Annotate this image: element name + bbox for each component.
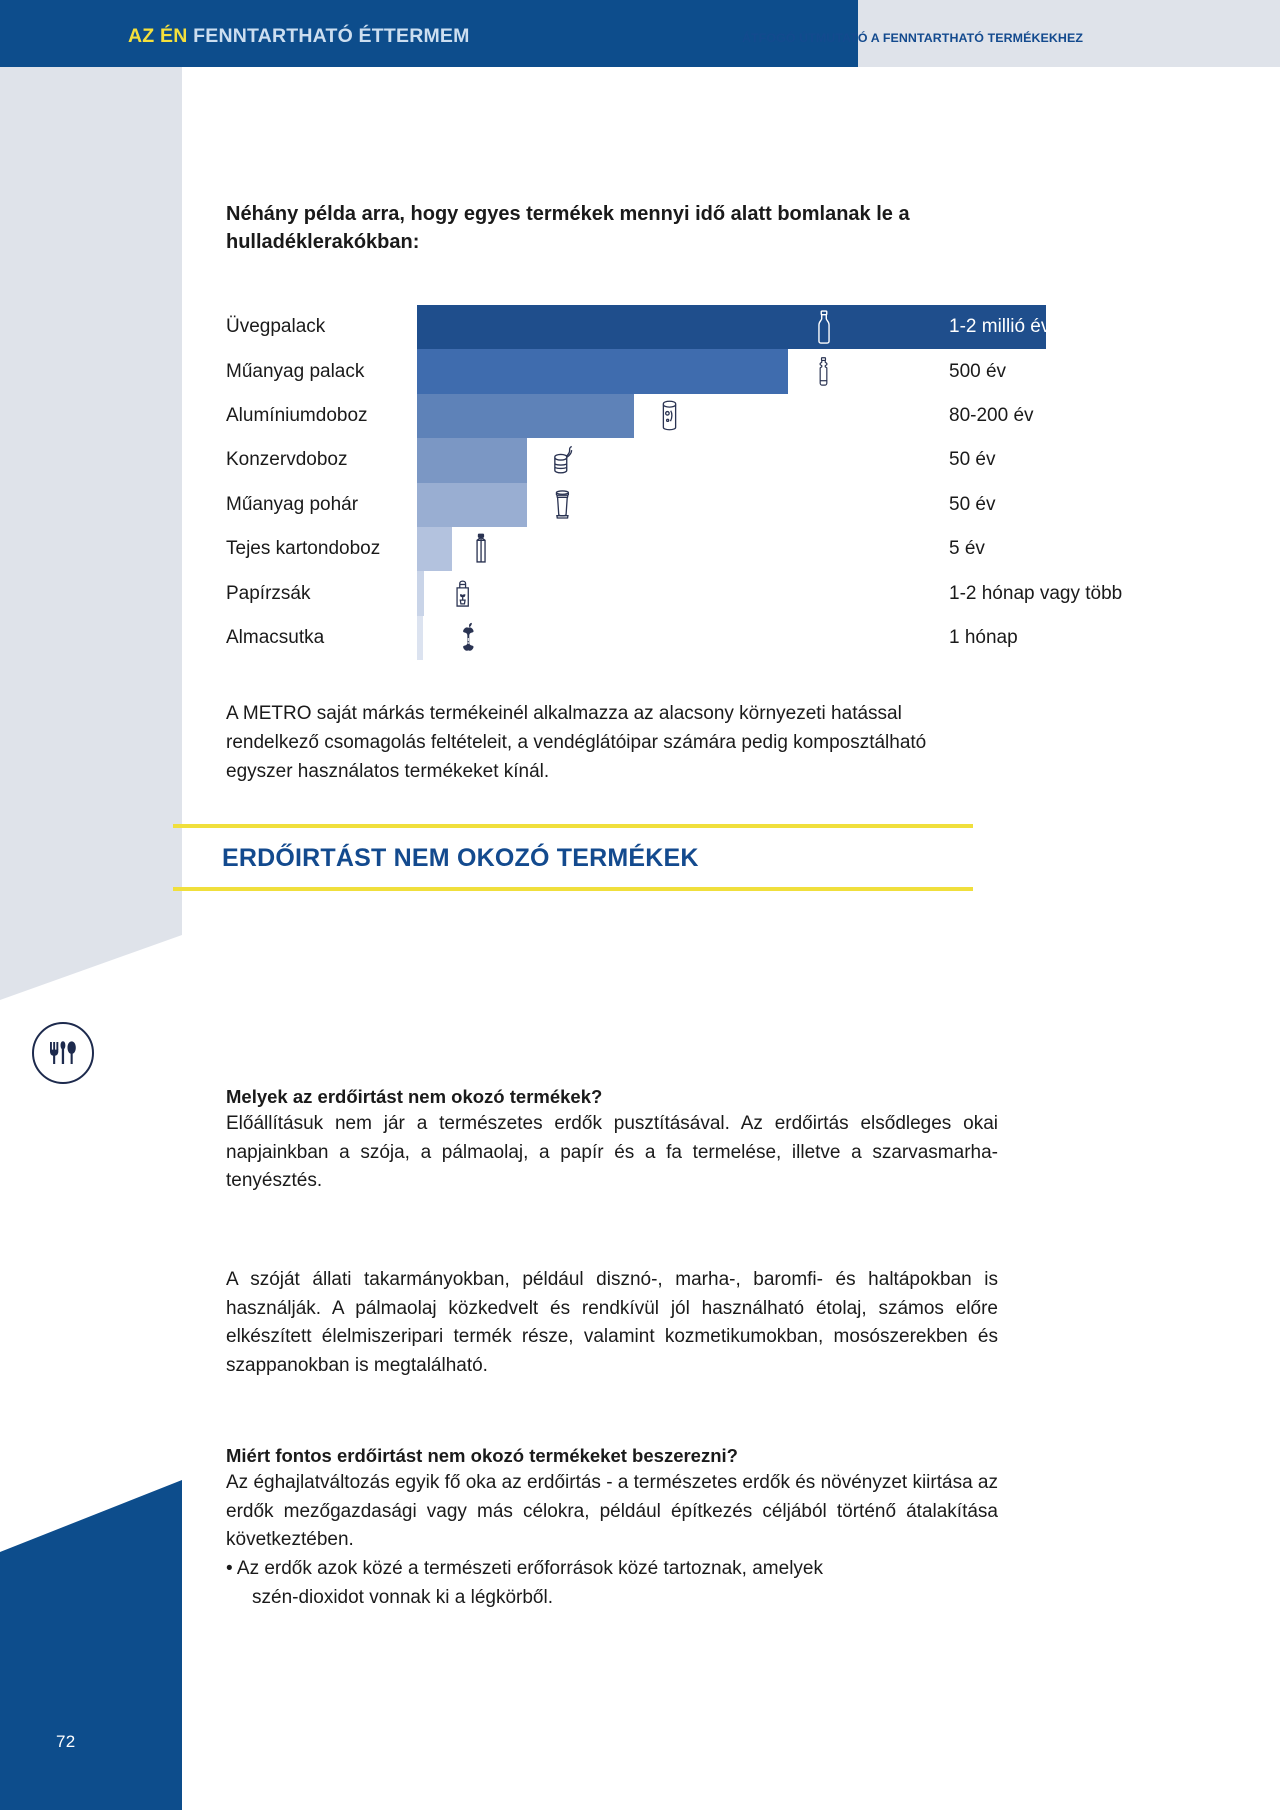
header-title-accent: AZ ÉN bbox=[128, 25, 188, 47]
block-body: Előállításuk nem jár a természetes erdők pusztításával. Az erdőirtás elsődleges okai napjainkban a szója, a pálmaolaj, a papír és a fa termelése, illetve a szarvasmarha-tenyésztés. bbox=[226, 1113, 998, 1192]
chart-row-track bbox=[417, 349, 1046, 393]
chart-row-label: Almacsutka bbox=[226, 626, 325, 648]
block-what-are-deforestation-free bbox=[226, 1086, 998, 1196]
bullet-marker: • bbox=[226, 1558, 233, 1580]
decomposition-bar-chart bbox=[226, 305, 1123, 660]
block-body: A szóját állati takarmányokban, például disznó-, marha-, baromfi- és haltápokban is használják. A pálmaolaj közkedvelt és rendkívül jól használható étolaj, számos előre elkészített élelmiszeripari termék része, valamint kozmetikumokban, mosószerekben és szappanokban is megtalálható. bbox=[226, 1269, 998, 1377]
left-decorative-column bbox=[0, 0, 182, 1810]
chart-row-label: Üvegpalack bbox=[226, 316, 326, 338]
paper-bag-icon bbox=[445, 574, 479, 614]
left-gradient-panel bbox=[0, 0, 182, 1000]
chart-row-label: Alumíniumdoboz bbox=[226, 404, 368, 426]
chart-bar bbox=[417, 349, 788, 393]
chart-row-label: Papírzsák bbox=[226, 582, 311, 604]
glass-bottle-icon bbox=[807, 307, 841, 347]
chart-value-label: 1 hónap bbox=[949, 626, 1018, 648]
bullet-line-2: szén-dioxidot vonnak ki a légkörből. bbox=[252, 1586, 554, 1608]
chart-row-track bbox=[417, 527, 1046, 571]
section-rule-bottom bbox=[173, 887, 973, 891]
chart-value-label: 500 év bbox=[949, 360, 1007, 382]
chart-bar bbox=[417, 527, 452, 571]
chart-value-label: 1-2 millió év bbox=[949, 316, 1051, 338]
chart-bar bbox=[417, 571, 424, 615]
page-number: 72 bbox=[56, 1732, 76, 1751]
chart-row bbox=[226, 527, 1046, 571]
apple-core-icon bbox=[452, 618, 486, 658]
chart-row bbox=[226, 349, 1046, 393]
chart-row-track bbox=[417, 483, 1046, 527]
block-heading: Melyek az erdőirtást nem okozó termékek? bbox=[226, 1086, 603, 1107]
page-header bbox=[0, 0, 1280, 67]
header-title-main: FENNTARTHATÓ ÉTTERMEM bbox=[193, 25, 470, 47]
chart-row-label: Műanyag pohár bbox=[226, 493, 359, 515]
chart-row bbox=[226, 483, 1046, 527]
chart-row-track bbox=[417, 438, 1046, 482]
bullet-line-1: Az erdők azok közé a természeti erőforrások közé tartoznak, amelyek bbox=[236, 1558, 823, 1580]
chart-bar bbox=[417, 438, 527, 482]
chart-row bbox=[226, 571, 1123, 615]
chart-row bbox=[226, 394, 1046, 438]
chart-value-label: 50 év bbox=[949, 449, 996, 471]
chart-row-label: Konzervdoboz bbox=[226, 449, 348, 471]
milk-carton-icon bbox=[464, 529, 498, 569]
left-bottom-blue-wedge bbox=[0, 1480, 182, 1810]
chart-row bbox=[226, 438, 1046, 482]
chart-bar bbox=[417, 616, 423, 660]
tin-can-icon bbox=[546, 440, 580, 480]
list-item bbox=[226, 1555, 998, 1612]
block-heading: Miért fontos erdőirtást nem okozó termékeket beszerezni? bbox=[226, 1445, 738, 1466]
chart-row-track bbox=[417, 305, 1051, 349]
section-heading-block bbox=[173, 824, 973, 891]
chart-row bbox=[226, 616, 1046, 660]
chart-bar bbox=[417, 394, 634, 438]
cutlery-icon bbox=[32, 1022, 94, 1084]
chart-value-label: 80-200 év bbox=[949, 404, 1034, 426]
block-body: Az éghajlatváltozás egyik fő oka az erdőirtás - a természetes erdők és növényzet kiirtása az erdők mezőgazdasági vagy más célokra, például építkezés céljából történő átalakítása következtében. bbox=[226, 1472, 998, 1551]
header-title bbox=[128, 25, 470, 48]
metro-paragraph: A METRO saját márkás termékeinél alkalmazza az alacsony környezeti hatással rendelkező csomagolás feltételeit, a vendéglátóipar számára pedig komposztálható egyszer használatos termékeket kínál. bbox=[226, 703, 927, 782]
chart-value-label: 50 év bbox=[949, 493, 996, 515]
section-title: ERDŐIRTÁST NEM OKOZÓ TERMÉKEK bbox=[222, 844, 699, 872]
chart-row-label: Műanyag palack bbox=[226, 360, 365, 382]
chart-row-track bbox=[417, 394, 1046, 438]
aluminium-can-icon bbox=[653, 396, 687, 436]
chart-row bbox=[226, 305, 1051, 349]
header-subtitle: ÁTFOGÓ ÚTMUTATÓ A FENNTARTHATÓ TERMÉKEKHEZ bbox=[742, 31, 1083, 45]
intro-text: Néhány példa arra, hogy egyes termékek mennyi idő alatt bomlanak le a hulladéklerakókban: bbox=[226, 203, 910, 253]
chart-value-label: 1-2 hónap vagy több bbox=[949, 582, 1123, 604]
block-soy-palmoil bbox=[226, 1266, 998, 1381]
chart-row-label: Tejes kartondoboz bbox=[226, 538, 381, 560]
chart-row-track bbox=[417, 616, 1046, 660]
block-why-important bbox=[226, 1445, 998, 1612]
chart-row-track bbox=[417, 571, 1123, 615]
chart-bar bbox=[417, 483, 527, 527]
plastic-cup-icon bbox=[546, 485, 580, 525]
chart-value-label: 5 év bbox=[949, 538, 985, 560]
plastic-bottle-icon bbox=[807, 352, 841, 392]
